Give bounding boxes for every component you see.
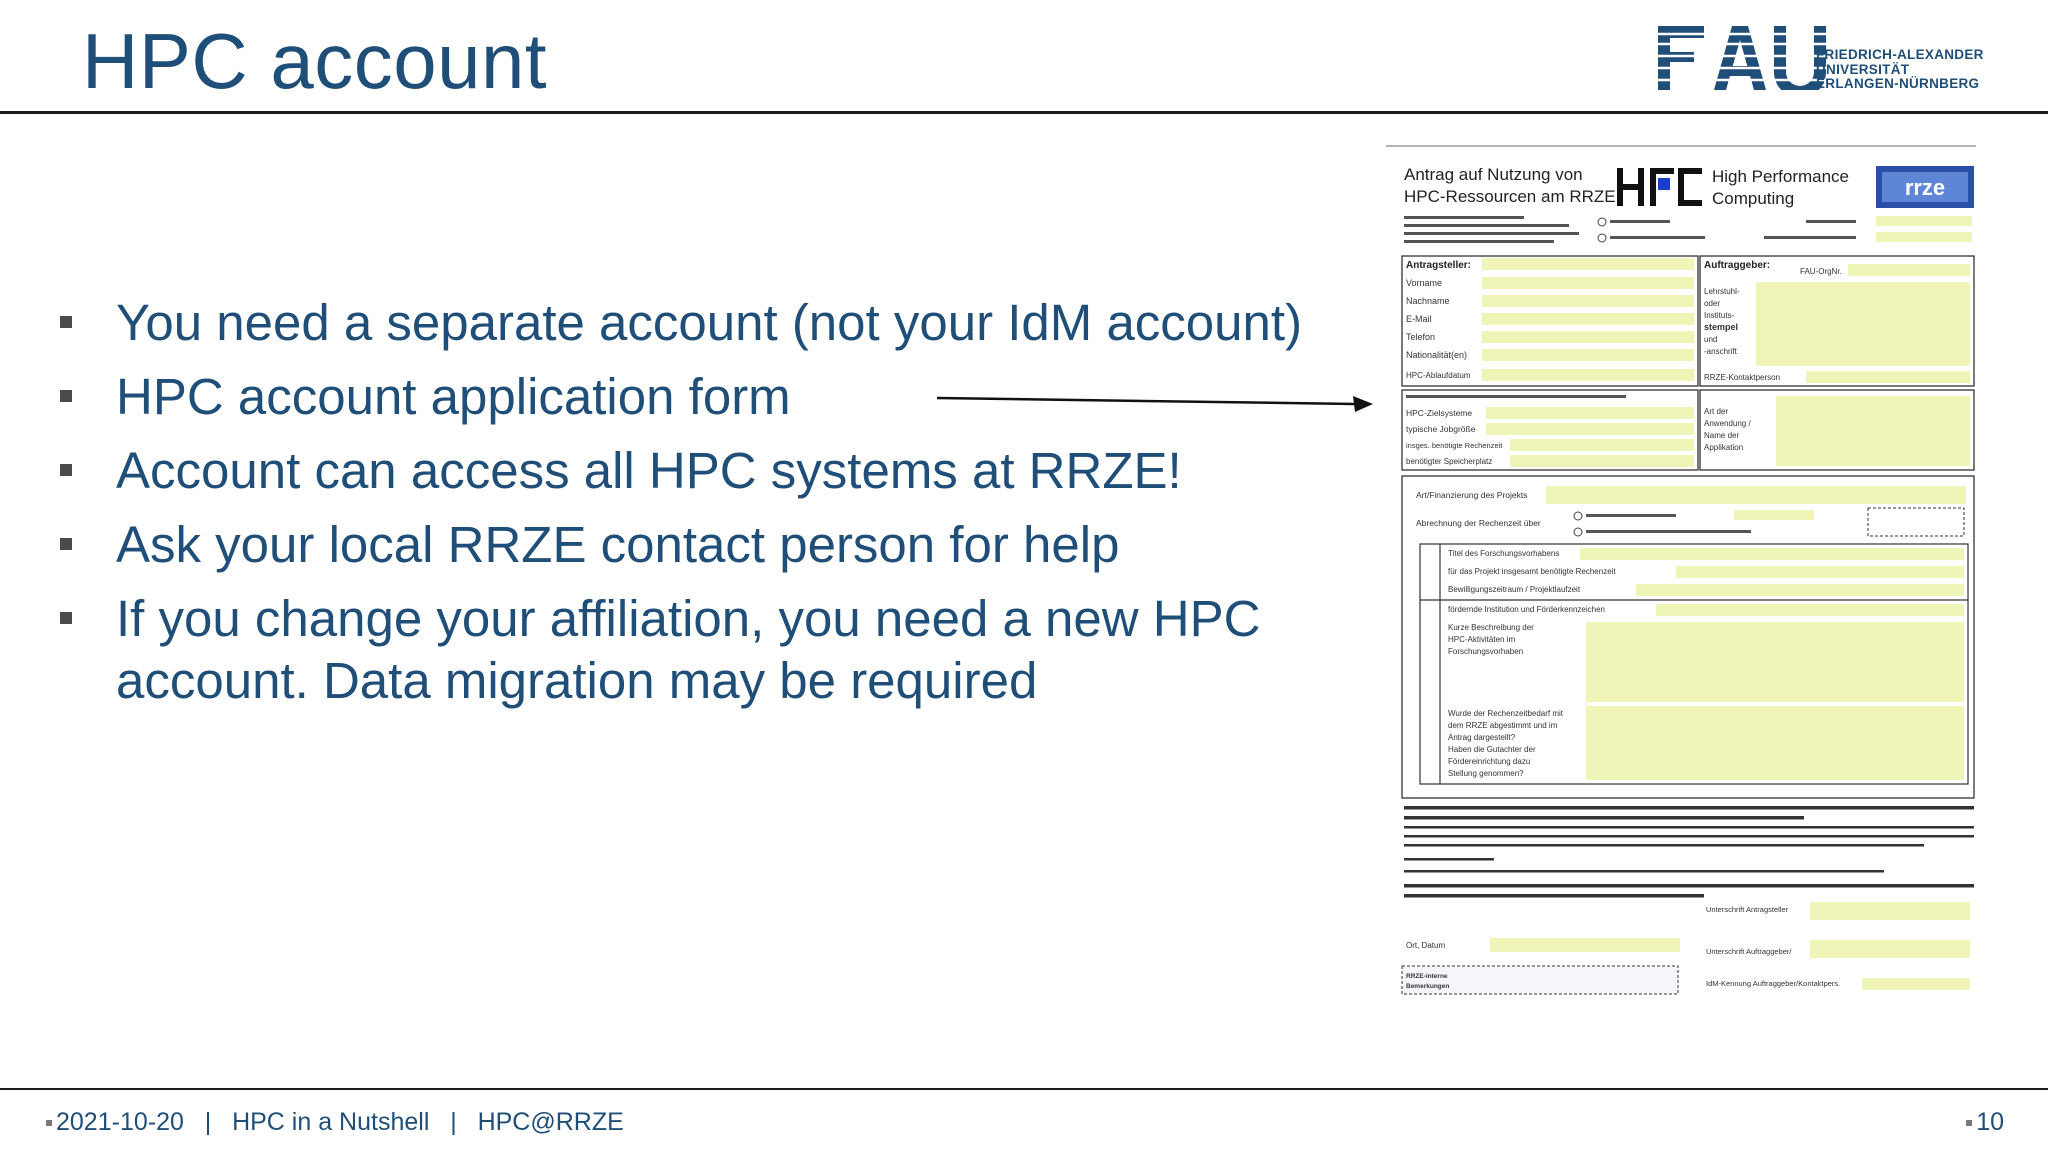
label-auftraggeber: Auftraggeber:: [1704, 260, 1771, 271]
bullet-marker: [60, 316, 72, 328]
svg-text:Antrag dargestellt?: Antrag dargestellt?: [1448, 733, 1516, 742]
label-projekt-rechenzeit: für das Projekt insgesamt benötigte Rechenzeit: [1448, 567, 1616, 576]
hpc-line-1: High Performance: [1712, 167, 1850, 186]
bullet-item: HPC account application form: [58, 366, 1358, 428]
svg-text:Instituts-: Instituts-: [1704, 311, 1735, 320]
label-email: E-Mail: [1406, 314, 1432, 324]
footer-separator: |: [450, 1108, 457, 1136]
bullet-item: If you change your affiliation, you need a new HPC account. Data migration may be required: [58, 588, 1358, 712]
label-bewilligung: Bewilligungszeitraum / Projektlaufzeit: [1448, 585, 1581, 594]
bullet-marker: [60, 464, 72, 476]
bullet-list: [58, 292, 1358, 724]
label-abrechnung: Abrechnung der Rechenzeit über: [1416, 518, 1541, 528]
application-form-image: [1386, 144, 1976, 1000]
svg-text:Wurde der Rechenzeitbedarf mit: Wurde der Rechenzeitbedarf mit: [1448, 709, 1564, 718]
page-number-marker: [1966, 1120, 1972, 1126]
label-fau-orgnr: FAU-OrgNr.: [1800, 267, 1842, 276]
label-zielsysteme: HPC-Zielsysteme: [1406, 408, 1473, 418]
footer-rule: [0, 1088, 2048, 1090]
hpc-line-2: Computing: [1712, 189, 1795, 208]
form-heading-2: HPC-Ressourcen am RRZE: [1404, 187, 1616, 206]
svg-text:Unterschrift Auftraggeber/: Unterschrift Auftraggeber/: [1706, 947, 1792, 956]
label-unterschrift-1: Unterschrift Antragsteller: [1706, 905, 1789, 914]
svg-text:und: und: [1704, 335, 1718, 344]
label-speicherplatz: benötigter Speicherplatz: [1406, 457, 1493, 466]
label-jobgroesse: typische Jobgröße: [1406, 424, 1476, 434]
svg-text:Name der: Name der: [1704, 431, 1740, 440]
svg-text:dem RRZE abgestimmt und im: dem RRZE abgestimmt und im: [1448, 721, 1558, 730]
svg-text:Forschungsvorhaben: Forschungsvorhaben: [1448, 647, 1524, 656]
footer-separator: |: [204, 1108, 212, 1136]
bullet-item: Account can access all HPC systems at RRZE!: [58, 440, 1358, 502]
pointer-arrow: [935, 388, 1375, 418]
label-antragsteller: Antragsteller:: [1406, 260, 1472, 271]
label-finanzierung: Art/Finanzierung des Projekts: [1416, 490, 1528, 500]
slide-title: HPC account: [82, 17, 548, 105]
label-rechenzeit: insges. benötigte Rechenzeit: [1406, 441, 1503, 450]
bullet-item: Ask your local RRZE contact person for help: [58, 514, 1358, 576]
svg-text:Bemerkungen: Bemerkungen: [1406, 983, 1450, 990]
label-ablauf: HPC-Ablaufdatum: [1406, 371, 1471, 380]
svg-text:Fördereinrichtung dazu: Fördereinrichtung dazu: [1448, 757, 1531, 766]
svg-text:Applikation: Applikation: [1704, 443, 1744, 452]
label-titel: Titel des Forschungsvorhabens: [1448, 549, 1560, 558]
svg-text:Kurze Beschreibung der: Kurze Beschreibung der: [1448, 623, 1534, 632]
bullet-marker: [60, 612, 72, 624]
svg-text:Haben die Gutachter der: Haben die Gutachter der: [1448, 745, 1536, 754]
label-vorname: Vorname: [1406, 278, 1443, 288]
label-ort-datum: Ort, Datum: [1406, 941, 1446, 950]
footer-date: 2021-10-20: [56, 1108, 184, 1136]
footer-course: HPC in a Nutshell: [232, 1108, 430, 1136]
svg-text:-anschrift: -anschrift: [1704, 347, 1737, 356]
hpc-logo: [1617, 168, 1702, 206]
footer-marker: [46, 1120, 52, 1126]
rrze-logo-text: rrze: [1904, 175, 1946, 200]
bullet-marker: [60, 390, 72, 402]
svg-text:Stellung genommen?: Stellung genommen?: [1448, 769, 1524, 778]
footer-org: HPC@RRZE: [477, 1108, 624, 1136]
header-rule: [0, 111, 2048, 114]
svg-text:Lehrstuhl-: Lehrstuhl-: [1704, 287, 1740, 296]
page-number: 10: [1966, 1108, 2004, 1137]
svg-text:Anwendung /: Anwendung /: [1704, 419, 1751, 428]
form-heading-1: Antrag auf Nutzung von: [1404, 165, 1583, 184]
footer: [46, 1108, 624, 1137]
university-name: FRIEDRICH-ALEXANDER UNIVERSITÄT ERLANGEN-NÜRNBERG: [1816, 47, 1984, 91]
svg-text:HPC-Aktivitäten im: HPC-Aktivitäten im: [1448, 635, 1516, 644]
svg-text:oder: oder: [1704, 299, 1721, 308]
label-telefon: Telefon: [1406, 332, 1436, 342]
label-idm: IdM-Kennung Auftraggeber/Kontaktpers.: [1706, 979, 1841, 988]
label-kontakt: RRZE-Kontaktperson: [1704, 373, 1781, 382]
svg-text:RRZE-interne: RRZE-interne: [1406, 973, 1448, 980]
svg-text:stempel: stempel: [1704, 322, 1739, 332]
svg-text:Art der: Art der: [1704, 407, 1729, 416]
label-nationalitaet: Nationalität(en): [1406, 350, 1468, 360]
label-nachname: Nachname: [1406, 296, 1450, 306]
bullet-item: You need a separate account (not your IdM account): [58, 292, 1358, 354]
bullet-marker: [60, 538, 72, 550]
label-foerdernde: fördernde Institution und Förderkennzeichen: [1448, 605, 1605, 614]
